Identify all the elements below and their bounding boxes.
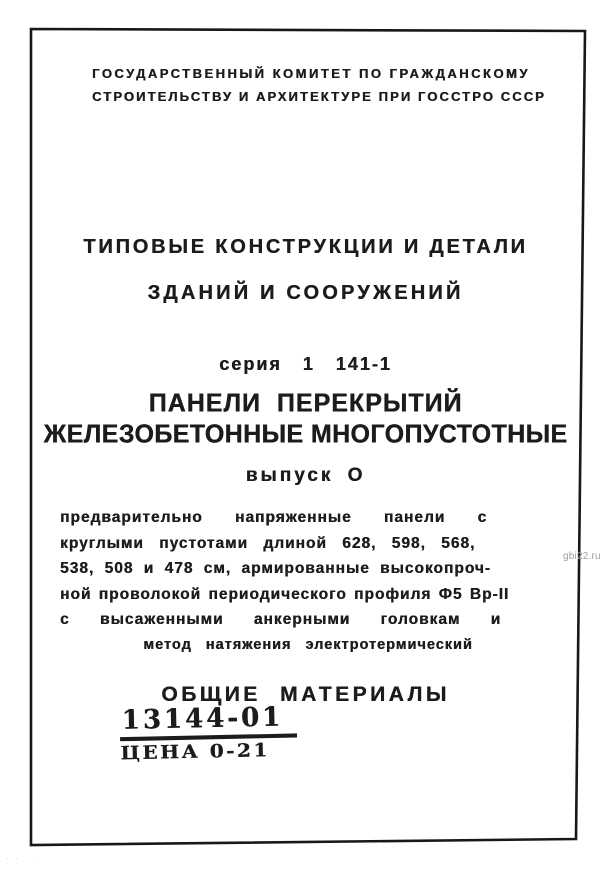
organization-header	[92, 62, 552, 108]
main-title-line1: ПАНЕЛИ ПЕРЕКРЫТИЙ	[148, 388, 463, 418]
series-heading-line2: ЗДАНИЙ И СООРУЖЕНИЙ	[147, 282, 464, 304]
main-title-line2: ЖЕЛЕЗОБЕТОННЫЕ МНОГОПУСТОТНЫЕ	[43, 419, 568, 449]
description-line: 538, 508 и 478 см, армированные высокопроч-	[60, 560, 491, 578]
series-number: серия 1 141-1	[219, 354, 392, 374]
series-heading-line1: ТИПОВЫЕ КОНСТРУКЦИИ И ДЕТАЛИ	[83, 236, 528, 258]
organization-header-line1: ГОСУДАРСТВЕННЫЙ КОМИТЕТ ПО ГРАЖДАНСКОМУ	[92, 66, 530, 81]
description-line: с высаженными анкерными головкам и	[60, 611, 502, 629]
organization-header-line2: СТРОИТЕЛЬСТВУ И АРХИТЕКТУРЕ ПРИ ГОССТРО СССР	[92, 89, 546, 104]
issue-label: выпуск О	[245, 465, 366, 486]
site-watermark: gbi22.ru	[563, 551, 601, 562]
document-number-stamp	[119, 702, 298, 766]
description-line: круглыми пустотами длиной 628, 598, 568,	[60, 534, 476, 552]
description-line: метод натяжения электротермический	[143, 636, 473, 653]
description-line: предварительно напряженные панели с	[60, 509, 488, 526]
document-number: 13144-01	[119, 702, 297, 741]
description-paragraph	[60, 505, 556, 659]
scan-smudge-artifact: ·· ·	[6, 853, 42, 863]
materials-label: ОБЩИЕ МАТЕРИАЛЫ	[161, 683, 450, 706]
price-label: ЦЕНА 0-21	[120, 738, 270, 764]
description-line: ной проволокой периодического профиля Ф5 Вр-II	[60, 585, 510, 603]
